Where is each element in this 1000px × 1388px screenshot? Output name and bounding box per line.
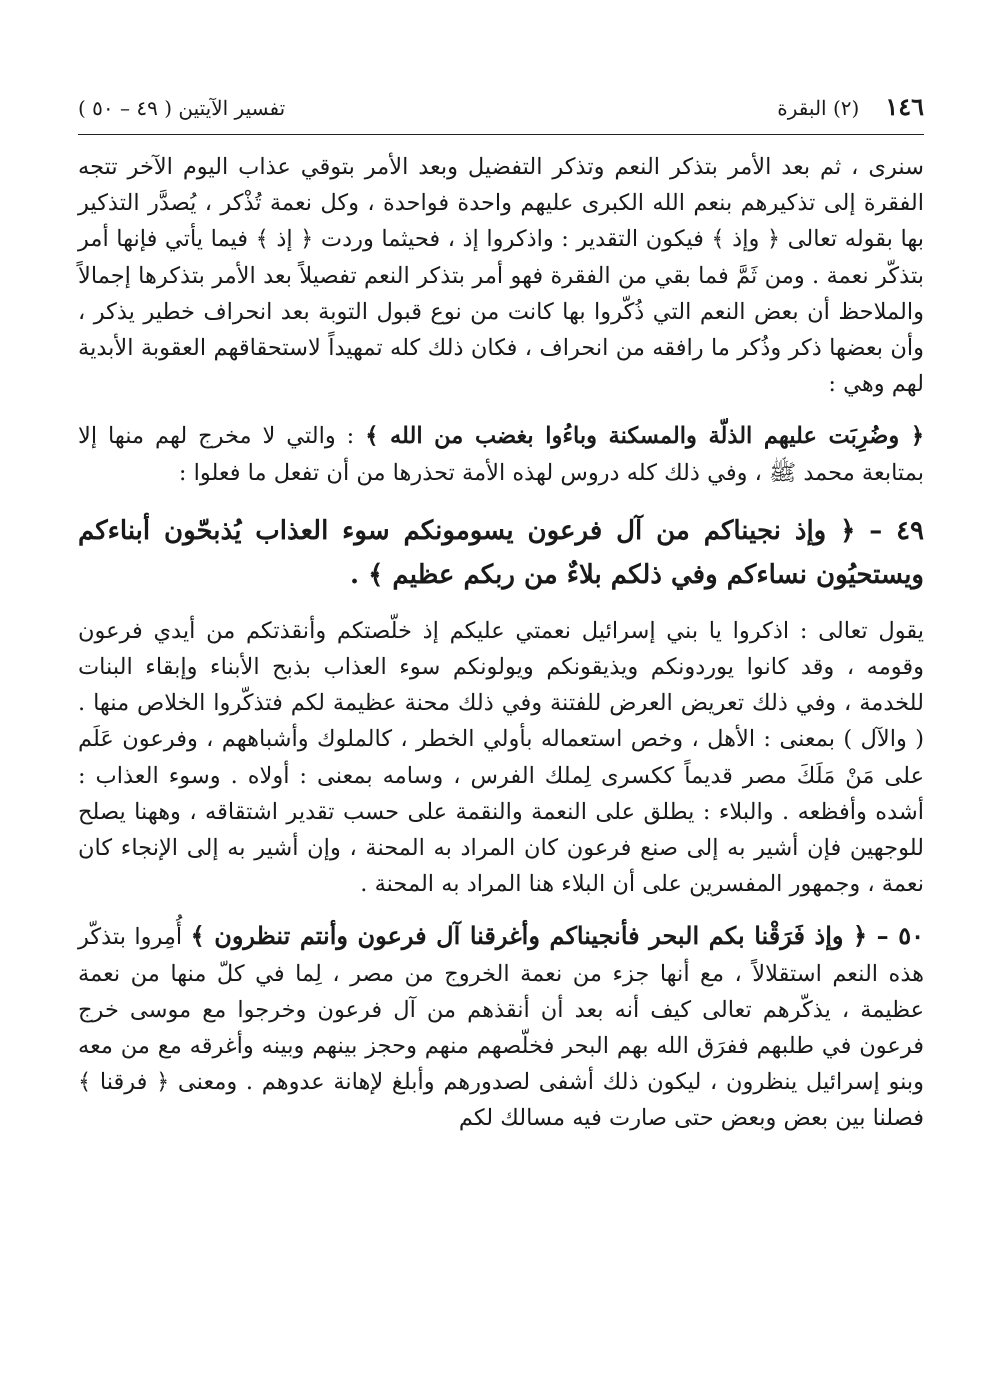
- paragraph-verse-50: [78, 918, 924, 1136]
- header-right: [777, 92, 924, 121]
- paragraph-humiliation: [78, 418, 924, 490]
- paragraph-intro: سنرى ، ثم بعد الأمر بتذكر النعم وتذكر التفضيل وبعد الأمر بتوقي عذاب اليوم الآخر تتجه الفقرة إلى تذكيرهم بنعم الله الكبرى عليهم واحدة فواحدة ، وكل نعمة تُذْكر ، يُصدَّر التذكير بها بقوله تعالى ﴿ وإذ ﴾ فيكون التقدير : واذكروا إذ ، فحيثما وردت ﴿ إذ ﴾ فيما يأتي فإنها أمر بتذكّر نعمة . ومن ثَمَّ فما بقي من الفقرة فهو أمر بتذكر النعم تفصيلاً بعد الأمر بتذكرها إجمالاً والملاحظ أن بعض النعم التي ذُكّروا بها كانت من نوع قبول التوبة بعد انحراف خطير يذكر ، وأن بعضها ذكر وذُكر ما رافقه من انحراف ، فكان ذلك كله تمهيداً لاستحقاقهم العقوبة الأبدية لهم وهي :: [78, 154, 924, 398]
- section-title: تفسير الآيتين ( ٤٩ – ٥٠ ): [78, 96, 286, 120]
- page-number: ١٤٦: [885, 92, 924, 121]
- running-header: [78, 92, 924, 135]
- body-text: [78, 149, 924, 1137]
- verse-50: ٥٠ – ﴿ وإذ فَرَقْنا بكم البحر فأنجيناكم وأغرقنا آل فرعون وأنتم تنظرون ﴾: [190, 921, 924, 951]
- verse-49: ٤٩ – ﴿ وإذ نجيناكم من آل فرعون يسومونكم سوء العذاب يُذبحّون أبناءكم ويستحيُون نساءكم وفي ذلكم بلاءٌ من ربكم عظيم ﴾ .: [78, 515, 924, 590]
- book-page: [78, 92, 924, 1312]
- paragraph-humiliation-text: : والتي لا مخرج لهم منها إلا بمتابعة محمد ﷺ ، وفي ذلك كله دروس لهذه الأمة تحذرها من أن تفعل ما فعلوا :: [78, 423, 924, 486]
- paragraph-verse-50-commentary: أُمِروا بتذكّر هذه النعم استقلالاً ، مع أنها جزء من نعمة الخروج من مصر ، لِما في كلّ منها من نعمة عظيمة ، يذكّرهم تعالى كيف أنه بعد أن أنقذهم من آل فرعون وخرجوا مع موسى خرج فرعون في طلبهم ففرَق الله بهم البحر فخلّصهم منهم وحجز بينهم وبينه وأغرقه مع من معه وبنو إسرائيل ينظرون ، ليكون ذلك أشفى لصدورهم وأبلغ لإهانة عدوهم . ومعنى ﴿ فرقنا ﴾ فصلنا بين بعض وبعض حتى صارت فيه مسالك لكم: [78, 924, 924, 1132]
- paragraph-verse-49-commentary: يقول تعالى : اذكروا يا بني إسرائيل نعمتي عليكم إذ خلّصتكم وأنقذتكم من أيدي فرعون وقومه ، وقد كانوا يوردونكم ويذيقونكم ويولونكم سوء العذاب بذبح الأبناء وإبقاء البنات للخدمة ، وفي ذلك تعريض العرض للفتنة وفي ذلك محنة عظيمة لكم فتذكّروا الخلاص منها . ( والآل ) بمعنى : الأهل ، وخص استعماله بأولي الخطر ، كالملوك وأشباههم ، وفرعون عَلَم على مَنْ مَلَكَ مصر قديماً ككسرى لِملك الفرس ، وسامه بمعنى : أولاه . وسوء العذاب : أشده وأفظعه . والبلاء : يطلق على النعمة والنقمة على حسب تقدير اشتقاقه ، وههنا يصلح للوجهين فإن أشير به إلى صنع فرعون كان المراد به المحنة ، وإن أشير به إلى الإنجاء كان نعمة ، وجمهور المفسرين على أن البلاء هنا المراد به المحنة .: [78, 617, 924, 898]
- quranic-quote: ﴿ وضُرِبَت عليهم الذلّة والمسكنة وباءُوا بغضب من الله ﴾: [365, 423, 925, 450]
- surah-name: (٢) البقرة: [777, 96, 860, 120]
